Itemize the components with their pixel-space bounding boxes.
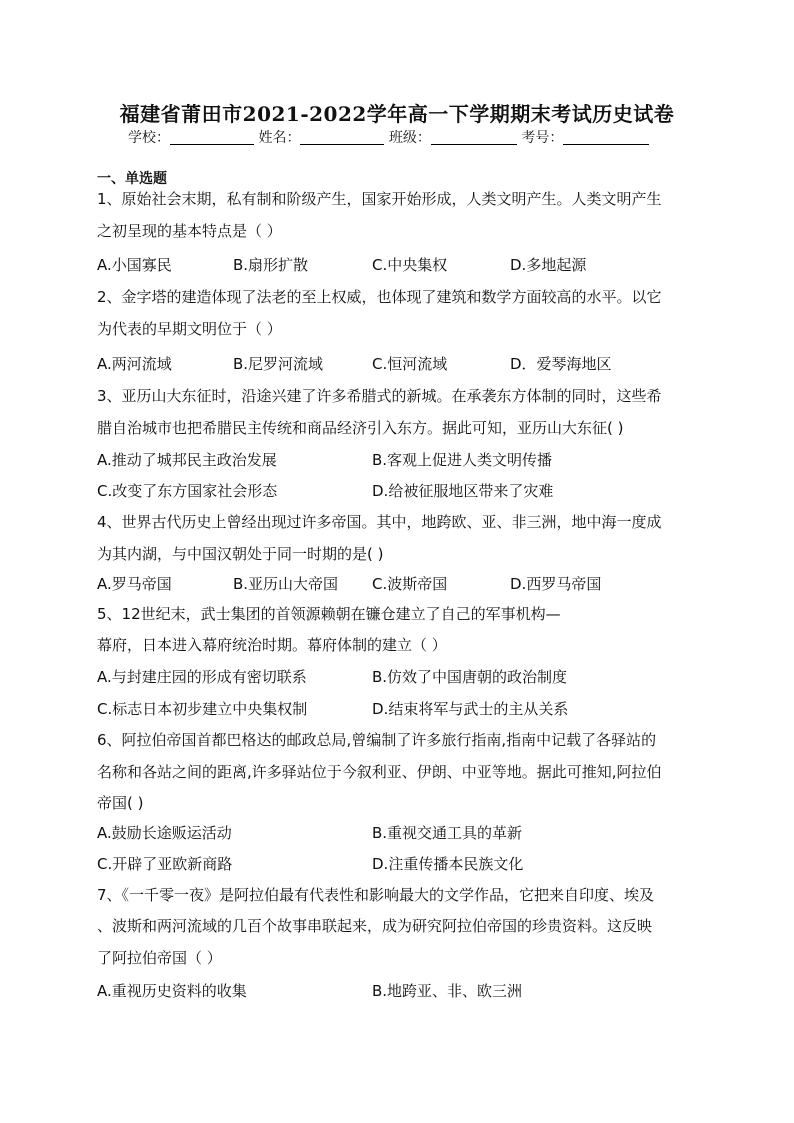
question-6-option-b[interactable]: B.重视交通工具的革新	[372, 824, 523, 842]
question-1-option-c[interactable]: C.中央集权	[372, 256, 448, 274]
question-4-option-a[interactable]: A.罗马帝国	[97, 575, 172, 593]
question-3-option-a[interactable]: A.推动了城邦民主政治发展	[97, 451, 277, 469]
section-heading: 一、单选题	[97, 171, 167, 187]
question-1-option-b[interactable]: B.扇形扩散	[233, 256, 309, 274]
question-5-option-a[interactable]: A.与封建庄园的形成有密切联系	[97, 668, 307, 686]
question-3-option-c[interactable]: C.改变了东方国家社会形态	[97, 482, 278, 500]
question-7-line-2: 、波斯和两河流域的几百个故事串联起来，成为研究阿拉伯帝国的珍贵资料。这反映	[97, 917, 653, 935]
class-blank[interactable]	[431, 144, 517, 145]
question-1-line-1: 1、原始社会末期，私有制和阶级产生，国家开始形成，人类文明产生。人类文明产生	[97, 190, 662, 208]
question-5-option-c[interactable]: C.标志日本初步建立中央集权制	[97, 700, 308, 718]
question-7-line-3: 了阿拉伯帝国（ ）	[97, 949, 222, 967]
question-4-option-b[interactable]: B.亚历山大帝国	[233, 575, 339, 593]
question-6-line-2: 名称和各站之间的距离,许多驿站位于今叙利亚、伊朗、中亚等地。据此可推知,阿拉伯	[97, 763, 662, 781]
question-7-line-1: 7、《一千零一夜》是阿拉伯最有代表性和影响最大的文学作品，它把来自印度、埃及	[97, 886, 655, 904]
class-label: 班级：	[388, 130, 431, 146]
number-blank[interactable]	[563, 144, 649, 145]
question-6-option-c[interactable]: C.开辟了亚欧新商路	[97, 855, 233, 873]
question-4-option-c[interactable]: C.波斯帝国	[372, 575, 448, 593]
name-label: 姓名：	[258, 130, 301, 146]
question-2-line-2: 为代表的早期文明位于（ ）	[97, 320, 282, 338]
page-title: 福建省莆田市2021-2022学年高一下学期期末考试历史试卷	[119, 102, 675, 126]
question-4-option-d[interactable]: D.西罗马帝国	[510, 575, 602, 593]
question-5-line-1: 5、12世纪末，武士集团的首领源赖朝在镰仓建立了自己的军事机构—	[97, 605, 561, 623]
question-6-line-3: 帝国( )	[97, 794, 144, 812]
question-3-line-2: 腊自治城市也把希腊民主传统和商品经济引入东方。据此可知，亚历山大东征( )	[97, 419, 624, 437]
question-3-option-d[interactable]: D.给被征服地区带来了灾难	[372, 482, 554, 500]
question-7-option-b[interactable]: B.地跨亚、非、欧三洲	[372, 982, 523, 1000]
question-1-option-d[interactable]: D.多地起源	[510, 256, 587, 274]
question-5-option-b[interactable]: B.仿效了中国唐朝的政治制度	[372, 668, 568, 686]
question-6-line-1: 6、阿拉伯帝国首都巴格达的邮政总局,曾编制了许多旅行指南,指南中记载了各驿站的	[97, 731, 657, 749]
number-label: 考号：	[521, 130, 564, 146]
question-1-line-2: 之初呈现的基本特点是（ ）	[97, 222, 282, 240]
question-4-line-2: 为其内湖，与中国汉朝处于同一时期的是( )	[97, 545, 384, 563]
question-2-option-c[interactable]: C.恒河流域	[372, 355, 448, 373]
question-5-line-2: 幕府，日本进入幕府统治时期。幕府体制的建立（ ）	[97, 636, 447, 654]
question-1-option-a[interactable]: A.小国寡民	[97, 256, 172, 274]
school-label: 学校：	[128, 130, 170, 146]
question-6-option-d[interactable]: D.注重传播本民族文化	[372, 855, 524, 873]
name-blank[interactable]	[300, 144, 384, 145]
question-3-option-b[interactable]: B.客观上促进人类文明传播	[372, 451, 553, 469]
question-6-option-a[interactable]: A.鼓励长途贩运活动	[97, 824, 232, 842]
question-4-line-1: 4、世界古代历史上曾经出现过许多帝国。其中，地跨欧、亚、非三洲，地中海一度成	[97, 513, 662, 531]
question-5-option-d[interactable]: D.结束将军与武士的主从关系	[372, 700, 569, 718]
question-3-line-1: 3、亚历山大东征时，沿途兴建了许多希腊式的新城。在承袭东方体制的同时，这些希	[97, 387, 662, 405]
question-2-option-a[interactable]: A.两河流域	[97, 355, 172, 373]
school-blank[interactable]	[170, 144, 254, 145]
student-info-row	[128, 127, 649, 147]
question-2-option-b[interactable]: B.尼罗河流域	[233, 355, 324, 373]
question-2-option-d[interactable]: D．爱琴海地区	[510, 355, 612, 373]
question-2-line-1: 2、金字塔的建造体现了法老的至上权威，也体现了建筑和数学方面较高的水平。以它	[97, 288, 662, 306]
question-7-option-a[interactable]: A.重视历史资料的收集	[97, 982, 247, 1000]
